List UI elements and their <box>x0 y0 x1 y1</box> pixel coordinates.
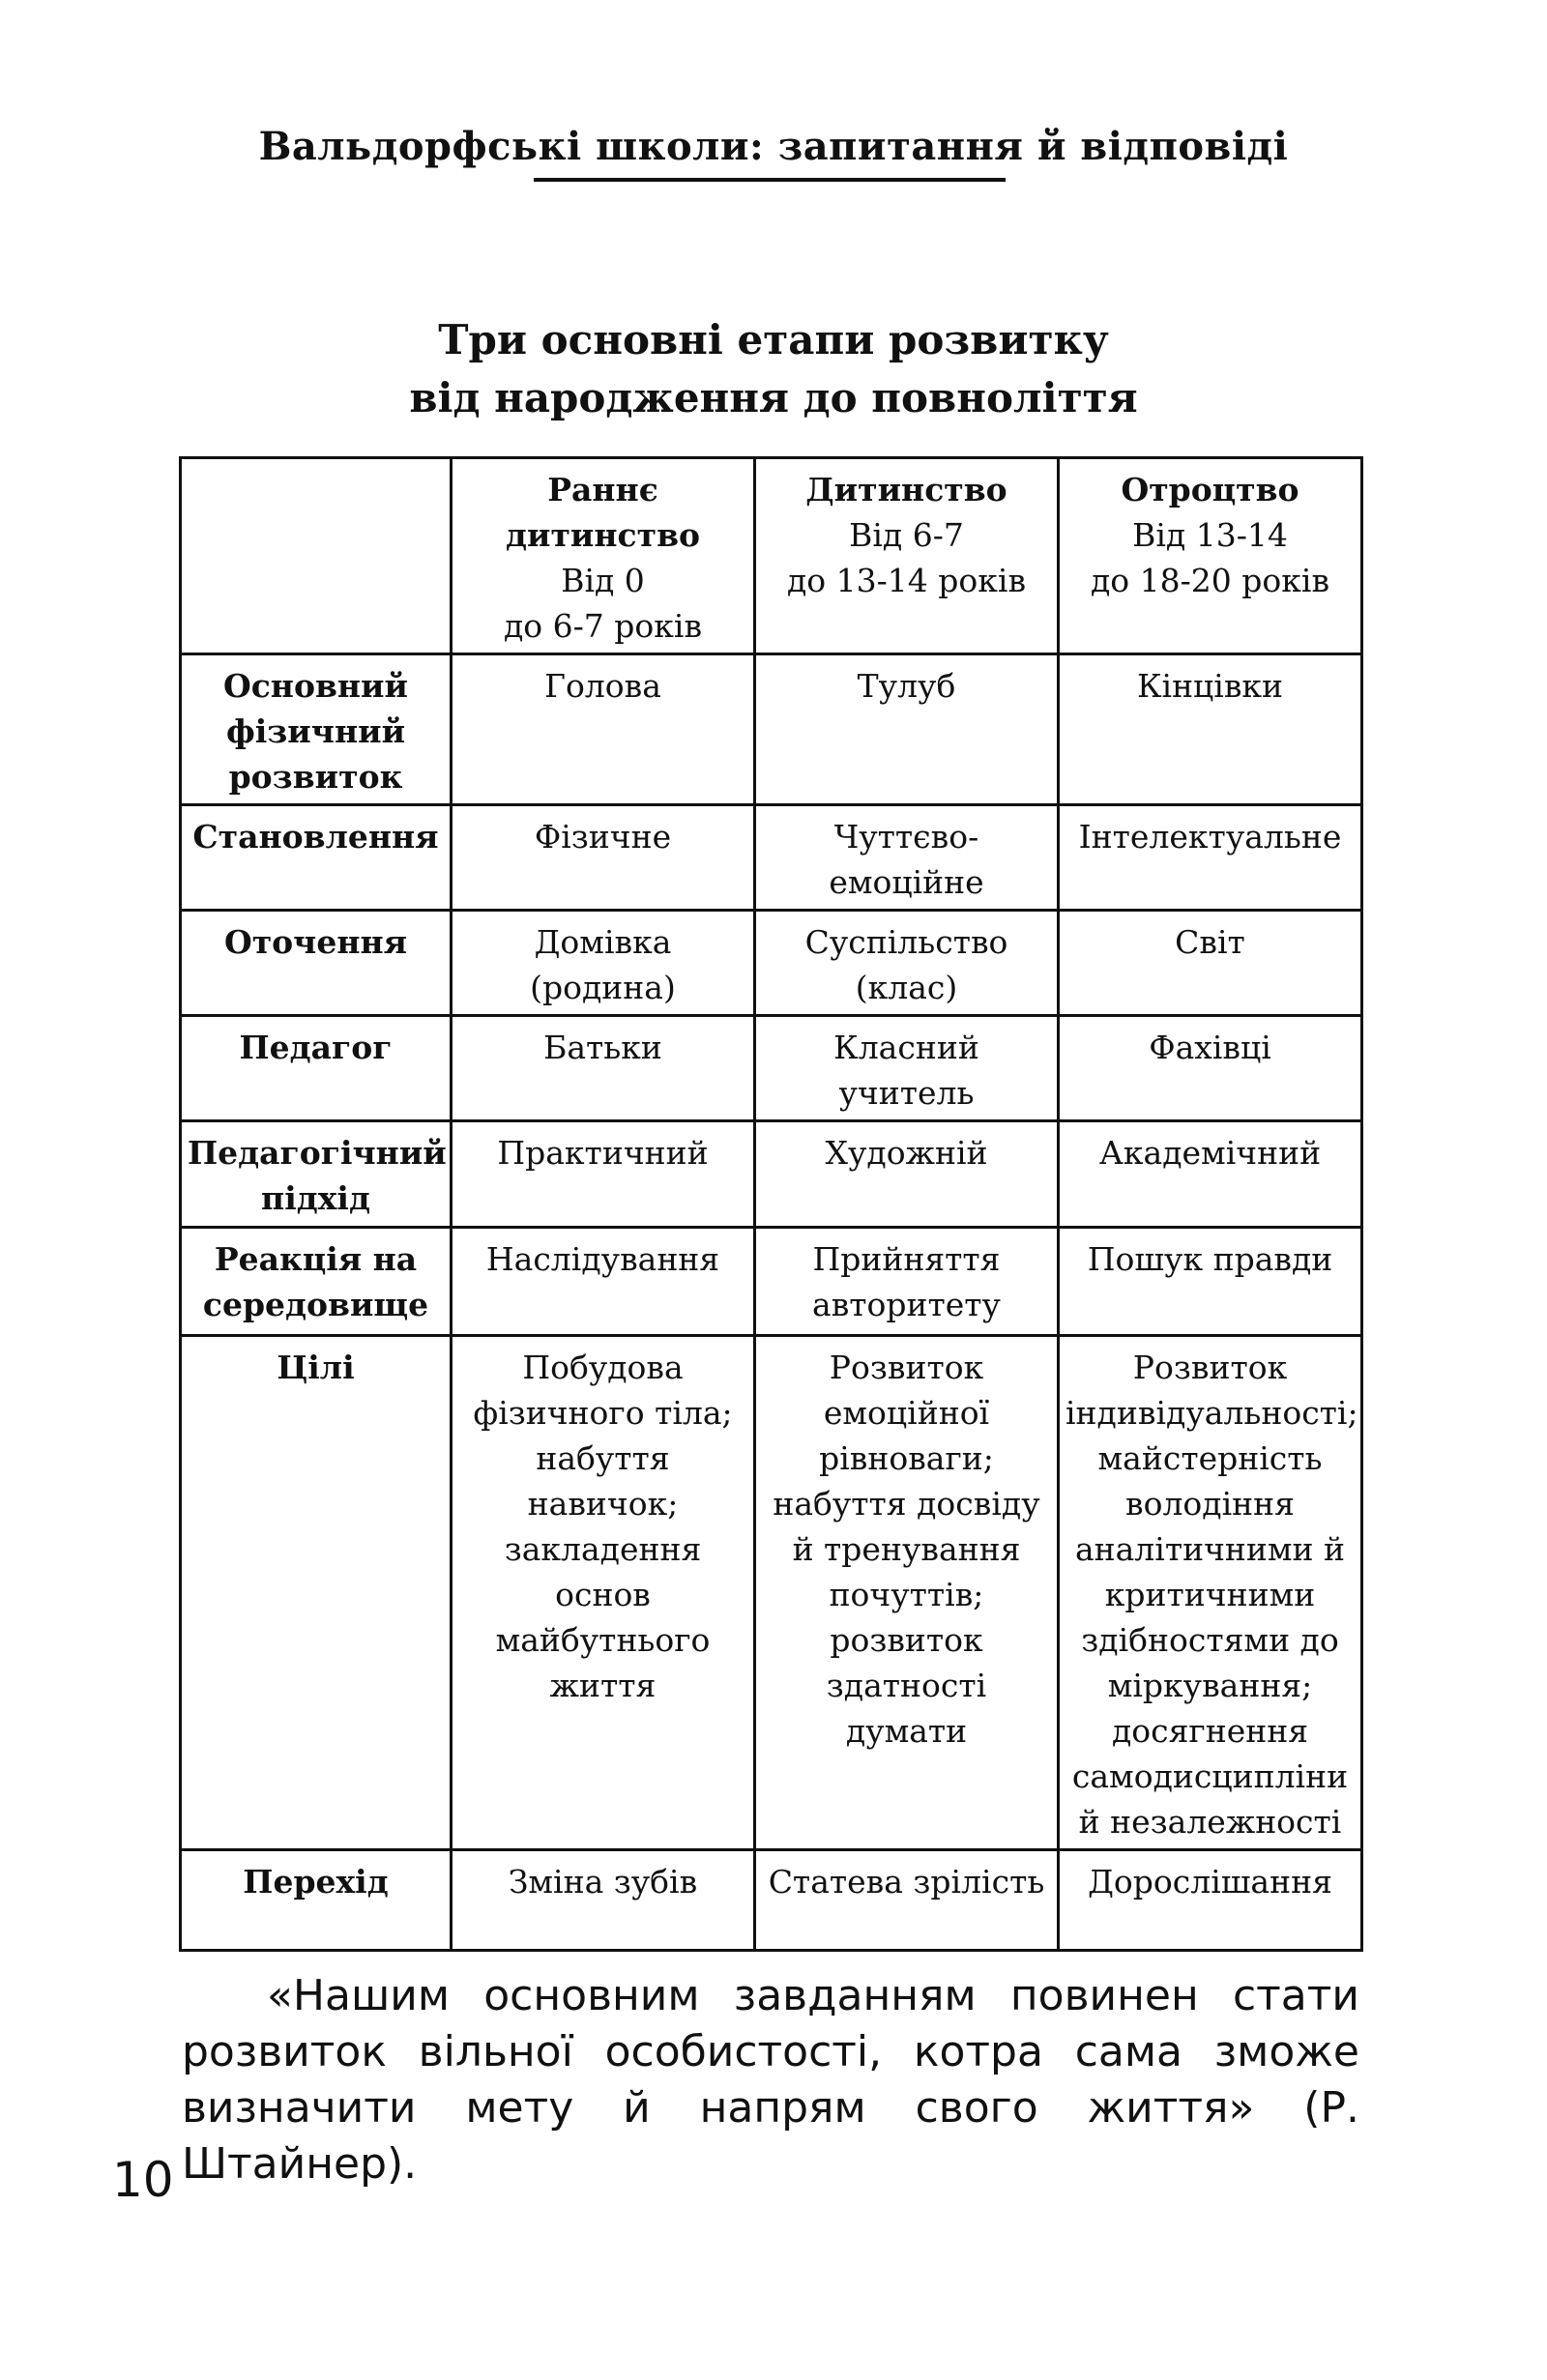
table-cell: Голова <box>452 654 755 805</box>
stage-age-from: Від 13-14 <box>1132 516 1288 554</box>
table-cell: Фахівці <box>1059 1016 1362 1121</box>
table-cell: Кінцівки <box>1059 654 1362 805</box>
table-header-row <box>181 458 1362 654</box>
table-cell: Статева зрілість <box>755 1850 1059 1951</box>
stage-header-childhood <box>755 458 1059 654</box>
stage-name: Дитинство <box>805 471 1007 508</box>
table-cell: Зміна зубів <box>452 1850 755 1951</box>
table-row-transition <box>181 1850 1362 1951</box>
stage-name: Отроцтво <box>1121 471 1299 508</box>
table-cell: Пошук правди <box>1059 1228 1362 1336</box>
table-row-formation <box>181 805 1362 911</box>
table-cell: Прийняття авторитету <box>755 1228 1059 1336</box>
row-label: Оточення <box>181 911 452 1016</box>
table-cell: Розвиток індивідуальності; майстерність володіння аналітичними й критичними здібностями до міркування; досягнення самодисципліни й незалежності <box>1059 1336 1362 1850</box>
table-corner-cell <box>181 458 452 654</box>
row-label: Основний фізичний розвиток <box>181 654 452 805</box>
table-cell: Домівка (родина) <box>452 911 755 1016</box>
table-cell: Дорослішання <box>1059 1850 1362 1951</box>
table-row-physical-development <box>181 654 1362 805</box>
table-cell: Розвиток емоційної рівноваги; набуття досвіду й тренування почуттів; розвиток здатності думати <box>755 1336 1059 1850</box>
table-cell: Чуттєво-емоційне <box>755 805 1059 911</box>
stage-header-early-childhood <box>452 458 755 654</box>
stage-age-to: до 6-7 років <box>503 607 703 645</box>
table-title-line-2: від народження до повноліття <box>409 374 1138 421</box>
page-number: 10 <box>112 2152 174 2208</box>
row-label: Педагогічний підхід <box>181 1121 452 1228</box>
running-head-rule <box>534 178 1006 182</box>
table-row-pedagogical-approach <box>181 1121 1362 1228</box>
table-cell: Тулуб <box>755 654 1059 805</box>
table-cell: Практичний <box>452 1121 755 1228</box>
steiner-quote: «Нашим основним завданням повинен стати розвиток вільної особистості, котра сама зможе визначити мету й напрям свого життя» (Р. Штайнер). <box>182 1971 1359 2189</box>
table-row-teacher <box>181 1016 1362 1121</box>
stage-age-from: Від 6-7 <box>849 516 964 554</box>
table-row-goals <box>181 1336 1362 1850</box>
table-title-line-1: Три основні етапи розвитку <box>438 316 1109 363</box>
table-cell: Наслідування <box>452 1228 755 1336</box>
row-label: Цілі <box>181 1336 452 1850</box>
row-label: Перехід <box>181 1850 452 1951</box>
row-label: Становлення <box>181 805 452 911</box>
table-cell: Інтелектуальне <box>1059 805 1362 911</box>
table-title <box>0 311 1547 427</box>
table-row-reaction <box>181 1228 1362 1336</box>
development-stages-table <box>179 456 1363 1952</box>
table-cell: Побудова фізичного тіла; набуття навичок; закладення основ майбутнього життя <box>452 1336 755 1850</box>
row-label: Реакція на середовище <box>181 1228 452 1336</box>
table-cell: Світ <box>1059 911 1362 1016</box>
stage-age-to: до 13-14 років <box>786 562 1027 599</box>
table-cell: Художній <box>755 1121 1059 1228</box>
table-cell: Класний учитель <box>755 1016 1059 1121</box>
stage-header-adolescence <box>1059 458 1362 654</box>
table-cell: Фізичне <box>452 805 755 911</box>
stage-age-from: Від 0 <box>561 562 645 599</box>
table-cell: Суспільство (клас) <box>755 911 1059 1016</box>
row-label: Педагог <box>181 1016 452 1121</box>
running-head: Вальдорфські школи: запитання й відповіді <box>258 124 1289 169</box>
table-row-environment <box>181 911 1362 1016</box>
stage-age-to: до 18-20 років <box>1090 562 1330 599</box>
table-cell: Батьки <box>452 1016 755 1121</box>
table-cell: Академічний <box>1059 1121 1362 1228</box>
stage-name: Раннє дитинство <box>505 471 701 554</box>
